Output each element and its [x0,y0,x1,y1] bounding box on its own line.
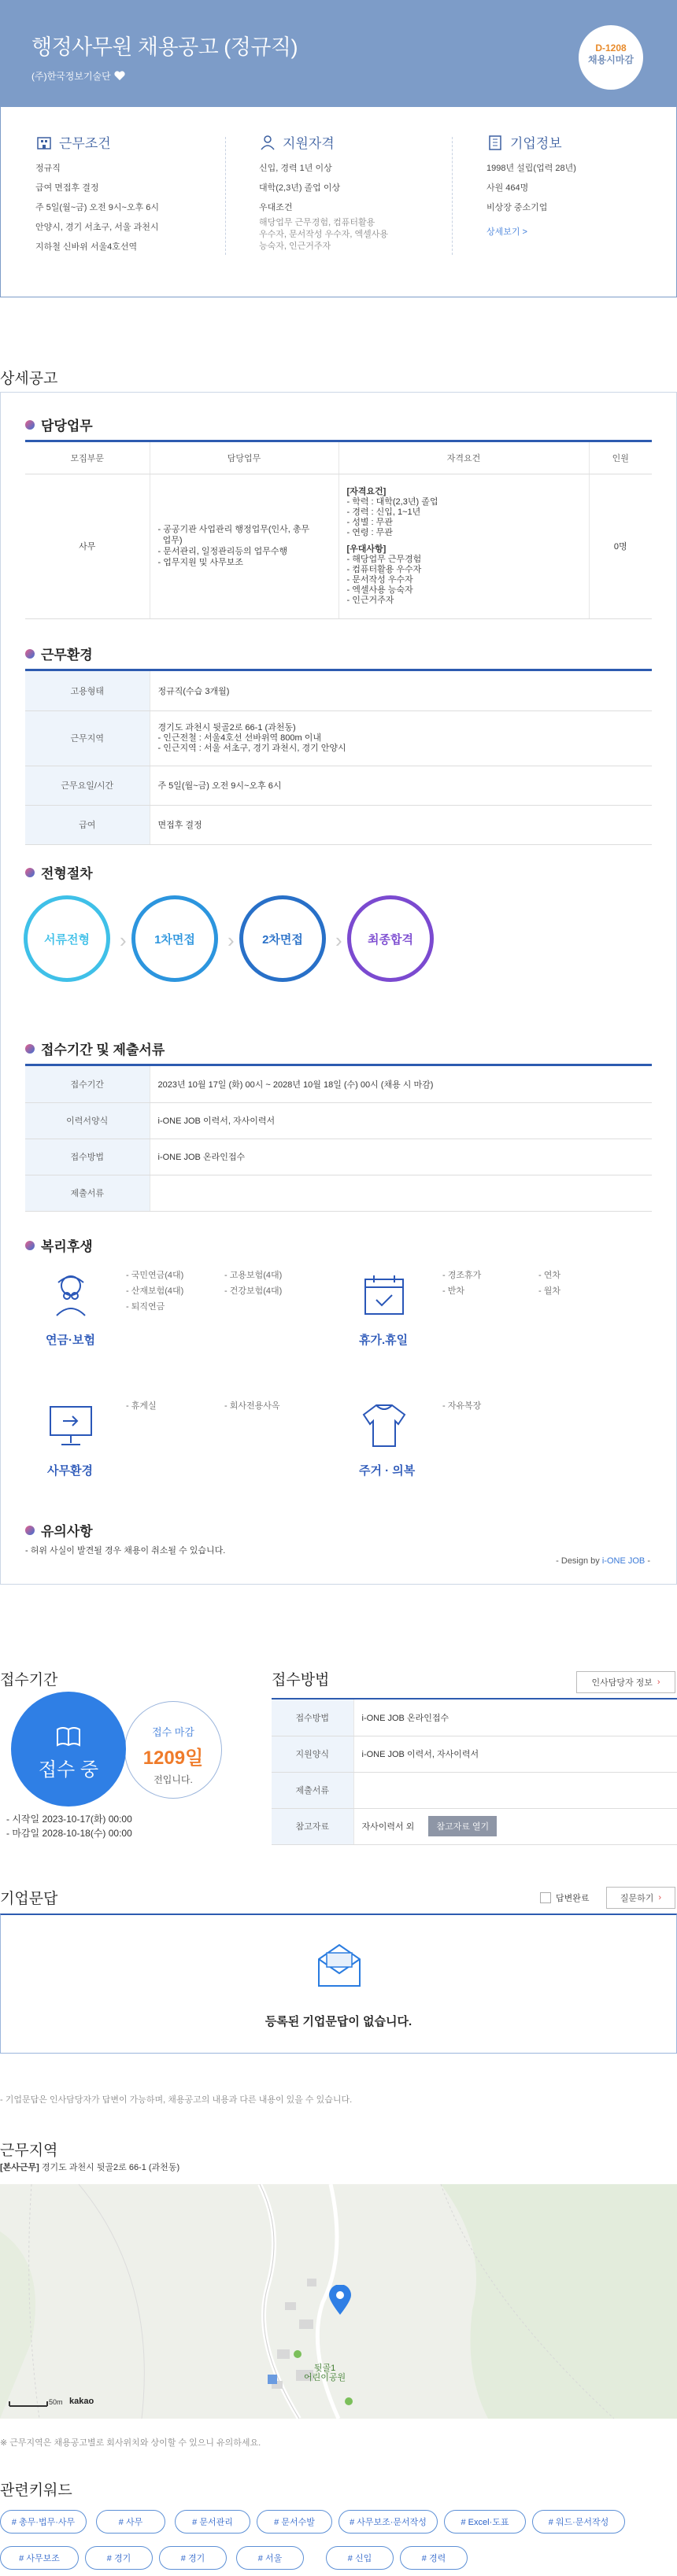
req-line: - 성별 : 무관 [346,517,393,527]
welfare-group-name: 휴가.휴일 [359,1334,409,1347]
task-line: - 공공기관 사업관리 행정업무(인사, 총무 [157,525,310,534]
office-icon [486,134,504,151]
employees: 사원 464명 [486,183,529,193]
env-table [25,671,652,845]
open-reference-button[interactable]: 참고자료 열기 [428,1816,497,1836]
env-label: 고용형태 [25,671,150,710]
career: 신입, 경력 1년 이상 [259,164,332,173]
apply-table [25,1066,652,1212]
env-value [150,710,652,766]
design-brand-link[interactable]: i-ONE JOB [601,1556,646,1566]
welfare-group-name: 주거 · 의복 [359,1464,416,1478]
qualification-col [259,132,388,253]
qna-box [0,1914,677,2054]
address-tag: [본사근무] [0,2163,39,2172]
step-1 [24,895,110,982]
work-condition-col [35,132,159,261]
keyword-chip[interactable]: # 경기 [85,2546,153,2570]
education: 대학(2,3년) 졸업 이상 [259,183,341,193]
dday-count: D-1208 [595,42,627,54]
pref-1: 해당업무 근무경험, 컴퓨터활용 [259,218,375,227]
dday-badge [579,25,643,90]
welfare-group-name: 사무환경 [47,1464,93,1478]
qna-empty-text: 등록된 기업문답이 없습니다. [265,2015,412,2028]
summary-box [0,107,677,297]
part-cell: 사무 [25,474,150,618]
answered-filter[interactable] [540,1891,590,1904]
apply-label: 제출서류 [25,1175,150,1211]
task-line: - 문서관리, 일정관리등의 업무수행 [157,547,288,556]
monitor-icon [47,1404,94,1448]
welfare-item: - 경조휴가 [442,1271,482,1280]
env-line: - 인근전철 : 서울4호선 선바위역 800m 이내 [157,733,321,743]
bullet-dot-icon [25,1044,35,1054]
env-line: 경기도 과천시 뒷골2로 66-1 (과천동) [157,722,296,733]
qna-note: - 기업문답은 인사담당자가 답변이 가능하며, 채용공고의 내용과 다른 내용이 있을 수 있습니다. [0,2095,353,2105]
method-label: 참고자료 [272,1808,353,1844]
env-heading [25,644,93,663]
keyword-chip[interactable]: # 워드·문서작성 [532,2510,625,2534]
bullet-dot-icon [25,1526,35,1535]
step-2 [131,895,218,982]
start-date: - 시작일 2023-10-17(화) 00:00 [6,1814,132,1825]
keywords-title: 관련키워드 [0,2482,72,2499]
salary: 급여 면접후 결정 [35,183,99,193]
keyword-chip[interactable]: # 서울 [236,2546,304,2570]
shirt-icon [361,1402,408,1449]
apply-value: 2023년 10월 17일 (화) 00시 ~ 2028년 10월 18일 (수) 00시 (채용 시 마감) [150,1066,652,1102]
duty-title: 담당업무 [41,419,93,434]
design-credit [556,1556,650,1566]
process-title: 전형절차 [41,866,93,881]
location-address [0,2161,179,2173]
deadline-label: 접수 마감 [152,1726,194,1738]
design-prefix: - Design by [556,1556,602,1566]
welfare-item: - 월차 [538,1286,560,1296]
pref-3: 능숙자, 인근거주자 [259,242,331,251]
notice-heading [25,1520,93,1540]
chevron-right-icon: › [657,1677,660,1687]
keyword-chip[interactable]: # 사무보조 [0,2546,79,2570]
welfare-item: - 반차 [442,1286,464,1296]
col-count: 인원 [589,442,652,474]
apply-value [150,1175,652,1211]
bullet-dot-icon [25,649,35,659]
chevron-right-icon: › [658,1893,662,1902]
detail-heading: 상세공고 [0,371,58,387]
welfare-title: 복리후생 [41,1239,93,1254]
pref-line: - 문서작성 우수자 [346,574,413,585]
divider [452,137,453,255]
employment-type: 정규직 [35,164,61,173]
keyword-chip[interactable]: # 신입 [326,2546,394,2570]
keyword-chip[interactable]: # 경력 [400,2546,468,2570]
keyword-chip[interactable]: # 사무 [96,2510,165,2534]
pref-2: 우수자, 문서작성 우수자, 엑셀사용 [259,230,389,239]
end-date: - 마감일 2028-10-18(수) 00:00 [6,1828,132,1839]
company-name[interactable] [31,69,125,83]
qualification-title: 지원자격 [283,136,335,151]
duty-table [25,442,652,619]
method-label: 접수방법 [272,1699,353,1736]
divider [225,137,226,255]
env-value: 면접후 결정 [150,805,652,844]
process-heading [25,862,93,882]
welfare-item: - 국민연금(4대) [126,1271,184,1280]
apply-label: 접수방법 [25,1139,150,1175]
notice-title: 유의사항 [41,1524,93,1539]
map-provider-logo: kakao [69,2397,94,2406]
location-title: 근무지역 [0,2142,58,2159]
deadline-days: 1209일 [142,1747,204,1769]
chevron-right-icon: › [120,928,127,952]
chevron-right-icon: › [228,928,235,952]
hr-info-label: 인사담당자 정보 [591,1678,653,1688]
method-label: 지원양식 [272,1736,353,1772]
task-line: - 업무지원 및 사무보조 [157,558,243,567]
col-req: 자격요건 [338,442,589,474]
env-label: 근무요일/시간 [25,766,150,805]
chevron-right-icon: › [335,928,342,952]
bullet-dot-icon [25,420,35,430]
step-3 [239,895,326,982]
env-value: 정규직(수습 3개월) [150,671,652,710]
welfare-item: - 자유복장 [442,1401,482,1411]
req-heading: [자격요건] [346,486,387,496]
welfare-item: - 휴게실 [126,1401,157,1411]
qna-title: 기업문답 [0,1891,58,1907]
env-title: 근무환경 [41,648,93,662]
status-text: 접수 중 [38,1759,99,1781]
mail-icon [316,1942,363,1989]
location-map[interactable] [0,2184,677,2419]
period-title: 접수기간 [0,1672,58,1688]
env-label: 근무지역 [25,710,150,766]
company-info-col [486,132,576,246]
keyword-chip[interactable]: # 문서수발 [257,2510,332,2534]
apply-title: 접수기간 및 제출서류 [41,1043,165,1057]
company-type: 비상장 중소기업 [486,203,548,212]
welfare-item: - 퇴직연금 [126,1302,165,1312]
work-condition-title: 근무조건 [59,136,111,151]
notice-text: - 허위 사실이 발견될 경우 채용이 취소될 수 있습니다. [25,1546,226,1556]
ask-label: 질문하기 [620,1894,654,1903]
welfare-item: - 연차 [538,1271,560,1280]
person-icon [259,134,276,151]
method-value [353,1808,677,1844]
work-hours: 주 5일(월~금) 오전 9시~오후 6시 [35,203,160,212]
task-line: 업무) [157,536,183,545]
answered-checkbox[interactable] [540,1892,551,1903]
book-icon [56,1726,81,1747]
pref-line: - 엑셀사용 능숙자 [346,585,413,595]
pref-line: - 컴퓨터활용 우수자 [346,564,422,574]
req-cell [338,474,589,618]
duty-heading [25,415,93,434]
apply-label: 이력서양식 [25,1102,150,1139]
favorite-heart-icon[interactable] [114,71,125,80]
preference-list [259,217,388,253]
col-part: 모집부문 [25,442,150,474]
req-line: - 연령 : 무관 [346,527,393,537]
step-label: 2차면접 [262,932,303,947]
env-value: 주 5일(월~금) 오전 9시~오후 6시 [150,766,652,805]
step-label: 1차면접 [154,932,195,947]
keyword-chip[interactable]: # 경기 [159,2546,227,2570]
req-line: - 경력 : 신입, 1~1년 [346,507,421,517]
park-type: 어린이공원 [304,2373,346,2382]
welfare-group-name: 연금·보험 [46,1334,95,1347]
method-value [353,1772,677,1808]
env-line: - 인근지역 : 서울 서초구, 경기 과천시, 경기 안양시 [157,743,346,753]
dday-status: 채용시마감 [588,54,634,65]
location-note: ※ 근무지역은 채용공고별로 회사위치와 상이할 수 있으니 유의하세요. [0,2438,261,2448]
company-info-title: 기업정보 [510,136,562,151]
hr-info-button[interactable] [576,1671,675,1693]
answered-label: 답변완료 [556,1894,590,1903]
calendar-icon [362,1273,406,1317]
park-name: 뒷골1 [313,2364,336,2373]
keyword-chip[interactable]: # 문서관리 [175,2510,250,2534]
method-title: 접수방법 [272,1672,330,1688]
address-text: 경기도 과천시 뒷골2로 66-1 (과천동) [41,2163,180,2172]
pref-line: - 해당업무 근무경험 [346,554,422,564]
step-label: 서류전형 [44,932,90,947]
deadline-suffix: 전입니다. [154,1774,193,1785]
env-label: 급여 [25,805,150,844]
subway: 지하철 신바위 서울4호선역 [35,242,138,252]
location-pin-icon[interactable] [329,2285,351,2315]
bullet-dot-icon [25,868,35,877]
pref-line: - 인근거주자 [346,595,394,605]
task-cell [150,474,338,618]
preference-label: 우대조건 [259,203,293,212]
method-value: i-ONE JOB 이력서, 자사이력서 [353,1736,677,1772]
step-label: 최종합격 [368,932,413,947]
col-task: 담당업무 [150,442,338,474]
pref-heading: [우대사항] [346,544,387,554]
req-line: - 학력 : 대학(2,3년) 졸업 [346,496,438,507]
status-circle [11,1692,126,1807]
welfare-item: - 회사전용사옥 [224,1401,280,1411]
welfare-item: - 산재보험(4대) [126,1286,184,1296]
method-table [272,1699,677,1845]
welfare-item: - 건강보험(4대) [224,1286,283,1296]
apply-value: i-ONE JOB 온라인접수 [150,1139,652,1175]
company-label: (주)한국정보기술단 [31,71,111,82]
map-scale: 50m [49,2398,63,2406]
pension-icon [47,1270,94,1317]
count-cell: 0명 [589,474,652,618]
keyword-chip[interactable]: # 총무·법무·사무 [0,2510,87,2534]
method-label: 제출서류 [272,1772,353,1808]
apply-value: i-ONE JOB 이력서, 자사이력서 [150,1102,652,1139]
founded: 1998년 설립(업력 28년) [486,164,576,173]
welfare-item: - 고용보험(4대) [224,1271,283,1280]
keyword-chip[interactable]: # Excel·도표 [444,2510,526,2534]
company-detail-link[interactable]: 상세보기 > [486,227,527,237]
deadline-circle [124,1701,222,1799]
keyword-chip[interactable]: # 사무보조·문서작성 [338,2510,438,2534]
step-4 [347,895,434,982]
job-header [0,0,677,107]
apply-label: 접수기간 [25,1066,150,1102]
ref-text: 자사이력서 외 [361,1822,415,1832]
method-value: i-ONE JOB 온라인접수 [353,1699,677,1736]
park-label [304,2364,346,2382]
job-title: 행정사무원 채용공고 (정규직) [31,35,298,59]
ask-button[interactable] [606,1887,675,1909]
building-icon [35,134,53,151]
bullet-dot-icon [25,1241,35,1250]
work-area: 안양시, 경기 서초구, 서울 과천시 [35,223,159,232]
design-suffix: - [645,1556,650,1566]
welfare-heading [25,1235,93,1255]
apply-heading [25,1039,165,1058]
